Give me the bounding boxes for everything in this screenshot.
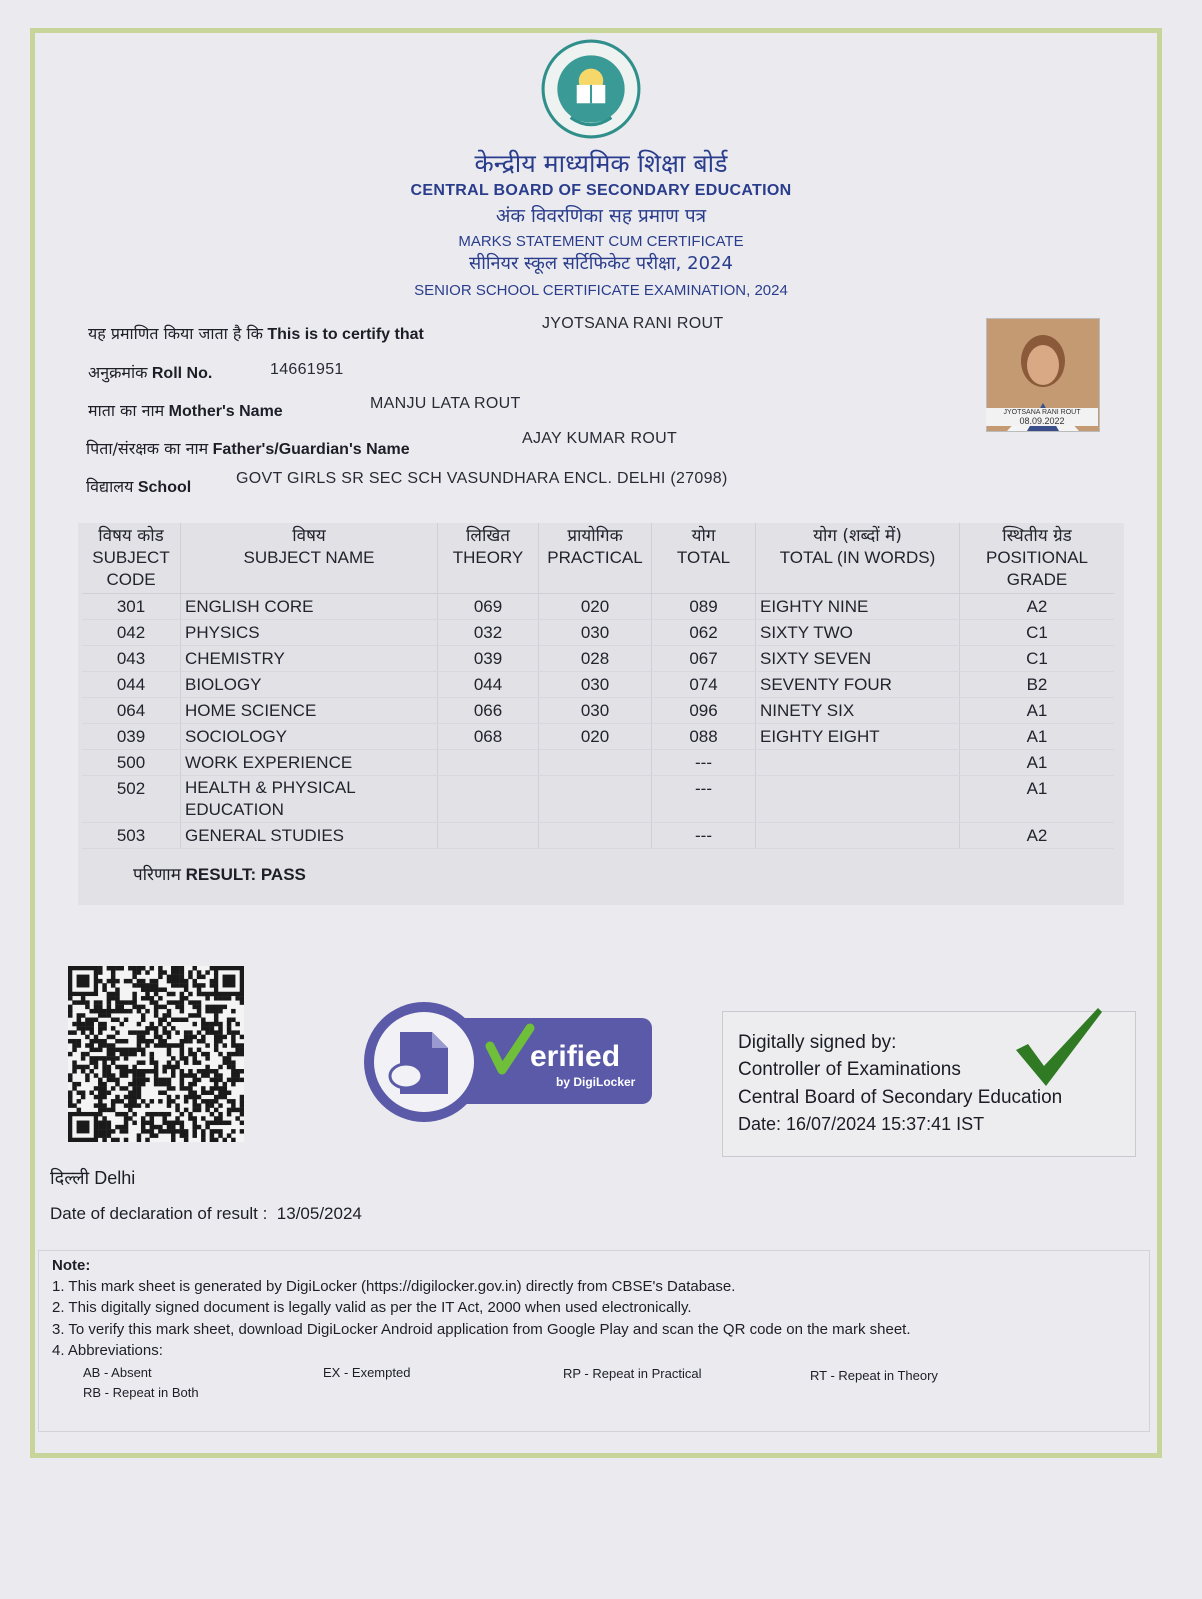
digilocker-verified-badge bbox=[362, 1000, 656, 1124]
subject-code: 503 bbox=[82, 823, 181, 849]
table-row bbox=[82, 672, 1114, 698]
theory-marks: 032 bbox=[438, 620, 539, 646]
subject-name: GENERAL STUDIES bbox=[181, 823, 438, 849]
subject-name: PHYSICS bbox=[181, 620, 438, 646]
practical-marks: 020 bbox=[539, 594, 652, 620]
subject-code: 042 bbox=[82, 620, 181, 646]
abbreviation: EX - Exempted bbox=[323, 1365, 411, 1380]
subject-code: 043 bbox=[82, 646, 181, 672]
table-row bbox=[82, 724, 1114, 750]
header-total: योग TOTAL bbox=[652, 523, 756, 594]
abbreviation: AB - Absent bbox=[83, 1365, 152, 1380]
theory-marks bbox=[438, 776, 539, 823]
note-item: 4. Abbreviations: bbox=[52, 1342, 163, 1359]
theory-marks: 066 bbox=[438, 698, 539, 724]
mother-label: माता का नाम Mother's Name bbox=[88, 401, 283, 420]
signer-organisation: Central Board of Secondary Education bbox=[738, 1087, 1063, 1108]
total-marks: 096 bbox=[652, 698, 756, 724]
positional-grade: A2 bbox=[960, 823, 1115, 849]
total-marks: 074 bbox=[652, 672, 756, 698]
positional-grade: C1 bbox=[960, 620, 1115, 646]
theory-marks bbox=[438, 750, 539, 776]
positional-grade: A1 bbox=[960, 750, 1115, 776]
subject-name: ENGLISH CORE bbox=[181, 594, 438, 620]
theory-marks: 068 bbox=[438, 724, 539, 750]
student-name: JYOTSANA RANI ROUT bbox=[542, 315, 724, 332]
verified-by-text: by DigiLocker bbox=[556, 1075, 636, 1089]
subject-code: 301 bbox=[82, 594, 181, 620]
doc-title-hindi: अंक विवरणिका सह प्रमाण पत्र bbox=[495, 205, 707, 227]
total-in-words bbox=[756, 823, 960, 849]
declaration-date: Date of declaration of result : 13/05/2024 bbox=[50, 1204, 362, 1223]
total-in-words: SIXTY SEVEN bbox=[756, 646, 960, 672]
positional-grade: A2 bbox=[960, 594, 1115, 620]
practical-marks: 020 bbox=[539, 724, 652, 750]
verified-text: erified bbox=[530, 1040, 621, 1073]
subject-name: HOME SCIENCE bbox=[181, 698, 438, 724]
practical-marks: 030 bbox=[539, 620, 652, 646]
marks-table bbox=[82, 523, 1114, 849]
practical-marks bbox=[539, 750, 652, 776]
total-in-words: EIGHTY NINE bbox=[756, 594, 960, 620]
qr-code-icon[interactable] bbox=[68, 966, 244, 1142]
total-in-words bbox=[756, 776, 960, 823]
positional-grade: A1 bbox=[960, 724, 1115, 750]
exam-title-hindi: सीनियर स्कूल सर्टिफिकेट परीक्षा, 2024 bbox=[469, 253, 733, 274]
subject-name: BIOLOGY bbox=[181, 672, 438, 698]
abbreviation: RB - Repeat in Both bbox=[83, 1385, 199, 1400]
father-name: AJAY KUMAR ROUT bbox=[522, 430, 678, 447]
total-marks: 067 bbox=[652, 646, 756, 672]
subject-name: WORK EXPERIENCE bbox=[181, 750, 438, 776]
signer-title: Controller of Examinations bbox=[738, 1059, 961, 1080]
subject-name: SOCIOLOGY bbox=[181, 724, 438, 750]
cbse-emblem-icon bbox=[540, 38, 642, 140]
note-item: 2. This digitally signed document is legally valid as per the IT Act, 2000 when used electronically. bbox=[52, 1299, 692, 1316]
father-label: पिता/संरक्षक का नाम Father's/Guardian's Name bbox=[86, 439, 410, 458]
theory-marks: 069 bbox=[438, 594, 539, 620]
table-row bbox=[82, 750, 1114, 776]
total-in-words bbox=[756, 750, 960, 776]
note-item: 3. To verify this mark sheet, download DigiLocker Android application from Google Play and scan the QR code on the mark sheet. bbox=[52, 1321, 911, 1338]
doc-title-english: MARKS STATEMENT CUM CERTIFICATE bbox=[458, 233, 744, 250]
certify-label: यह प्रमाणित किया जाता है कि This is to certify that bbox=[88, 324, 424, 343]
subject-code: 064 bbox=[82, 698, 181, 724]
table-row bbox=[82, 698, 1114, 724]
total-in-words: NINETY SIX bbox=[756, 698, 960, 724]
header-total-words: योग (शब्दों में) TOTAL (IN WORDS) bbox=[756, 523, 960, 594]
marks-table-header bbox=[82, 523, 1114, 594]
exam-title-english: SENIOR SCHOOL CERTIFICATE EXAMINATION, 2024 bbox=[414, 282, 788, 299]
table-row bbox=[82, 594, 1114, 620]
table-row bbox=[82, 823, 1114, 849]
practical-marks: 028 bbox=[539, 646, 652, 672]
school-label: विद्यालय School bbox=[86, 477, 192, 496]
subject-code: 044 bbox=[82, 672, 181, 698]
subject-name: HEALTH & PHYSICAL EDUCATION bbox=[181, 776, 438, 823]
total-marks: --- bbox=[652, 823, 756, 849]
positional-grade: A1 bbox=[960, 776, 1115, 823]
school-name: GOVT GIRLS SR SEC SCH VASUNDHARA ENCL. DELHI (27098) bbox=[236, 470, 728, 487]
positional-grade: C1 bbox=[960, 646, 1115, 672]
board-name-hindi: केन्द्रीय माध्यमिक शिक्षा बोर्ड bbox=[474, 149, 728, 178]
signature-date: Date: 16/07/2024 15:37:41 IST bbox=[738, 1114, 985, 1134]
roll-label: अनुक्रमांक Roll No. bbox=[88, 363, 213, 382]
board-name-english: CENTRAL BOARD OF SECONDARY EDUCATION bbox=[410, 182, 792, 199]
theory-marks: 044 bbox=[438, 672, 539, 698]
header-theory: लिखित THEORY bbox=[438, 523, 539, 594]
abbreviation: RT - Repeat in Theory bbox=[810, 1368, 938, 1383]
abbreviation: RP - Repeat in Practical bbox=[563, 1366, 702, 1381]
result-status: परिणाम RESULT: PASS bbox=[133, 865, 306, 885]
subject-code: 500 bbox=[82, 750, 181, 776]
subject-name: CHEMISTRY bbox=[181, 646, 438, 672]
mother-name: MANJU LATA ROUT bbox=[370, 395, 521, 412]
header-practical: प्रायोगिक PRACTICAL bbox=[539, 523, 652, 594]
total-marks: 088 bbox=[652, 724, 756, 750]
place: दिल्ली Delhi bbox=[50, 1168, 136, 1189]
table-row bbox=[82, 620, 1114, 646]
practical-marks: 030 bbox=[539, 672, 652, 698]
subject-code: 039 bbox=[82, 724, 181, 750]
table-row bbox=[82, 646, 1114, 672]
total-in-words: SEVENTY FOUR bbox=[756, 672, 960, 698]
practical-marks bbox=[539, 823, 652, 849]
positional-grade: A1 bbox=[960, 698, 1115, 724]
roll-number: 14661951 bbox=[270, 361, 344, 378]
note-item: 1. This mark sheet is generated by DigiLocker (https://digilocker.gov.in) directly from CBSE's Database. bbox=[52, 1278, 736, 1295]
total-marks: --- bbox=[652, 750, 756, 776]
total-in-words: SIXTY TWO bbox=[756, 620, 960, 646]
header-subject-code: विषय कोड SUBJECT CODE bbox=[82, 523, 181, 594]
total-marks: --- bbox=[652, 776, 756, 823]
positional-grade: B2 bbox=[960, 672, 1115, 698]
theory-marks: 039 bbox=[438, 646, 539, 672]
practical-marks bbox=[539, 776, 652, 823]
practical-marks: 030 bbox=[539, 698, 652, 724]
check-mark-icon bbox=[1014, 1004, 1104, 1088]
theory-marks bbox=[438, 823, 539, 849]
signed-by-label: Digitally signed by: bbox=[738, 1032, 897, 1053]
header-subject-name: विषय SUBJECT NAME bbox=[181, 523, 438, 594]
total-in-words: EIGHTY EIGHT bbox=[756, 724, 960, 750]
total-marks: 062 bbox=[652, 620, 756, 646]
subject-code: 502 bbox=[82, 776, 181, 823]
total-marks: 089 bbox=[652, 594, 756, 620]
notes-title: Note: bbox=[52, 1257, 91, 1274]
header-positional-grade: स्थितीय ग्रेड POSITIONAL GRADE bbox=[960, 523, 1115, 594]
table-row bbox=[82, 776, 1114, 823]
photo-caption: JYOTSANA RANI ROUT 08.09.2022 bbox=[986, 408, 1098, 426]
